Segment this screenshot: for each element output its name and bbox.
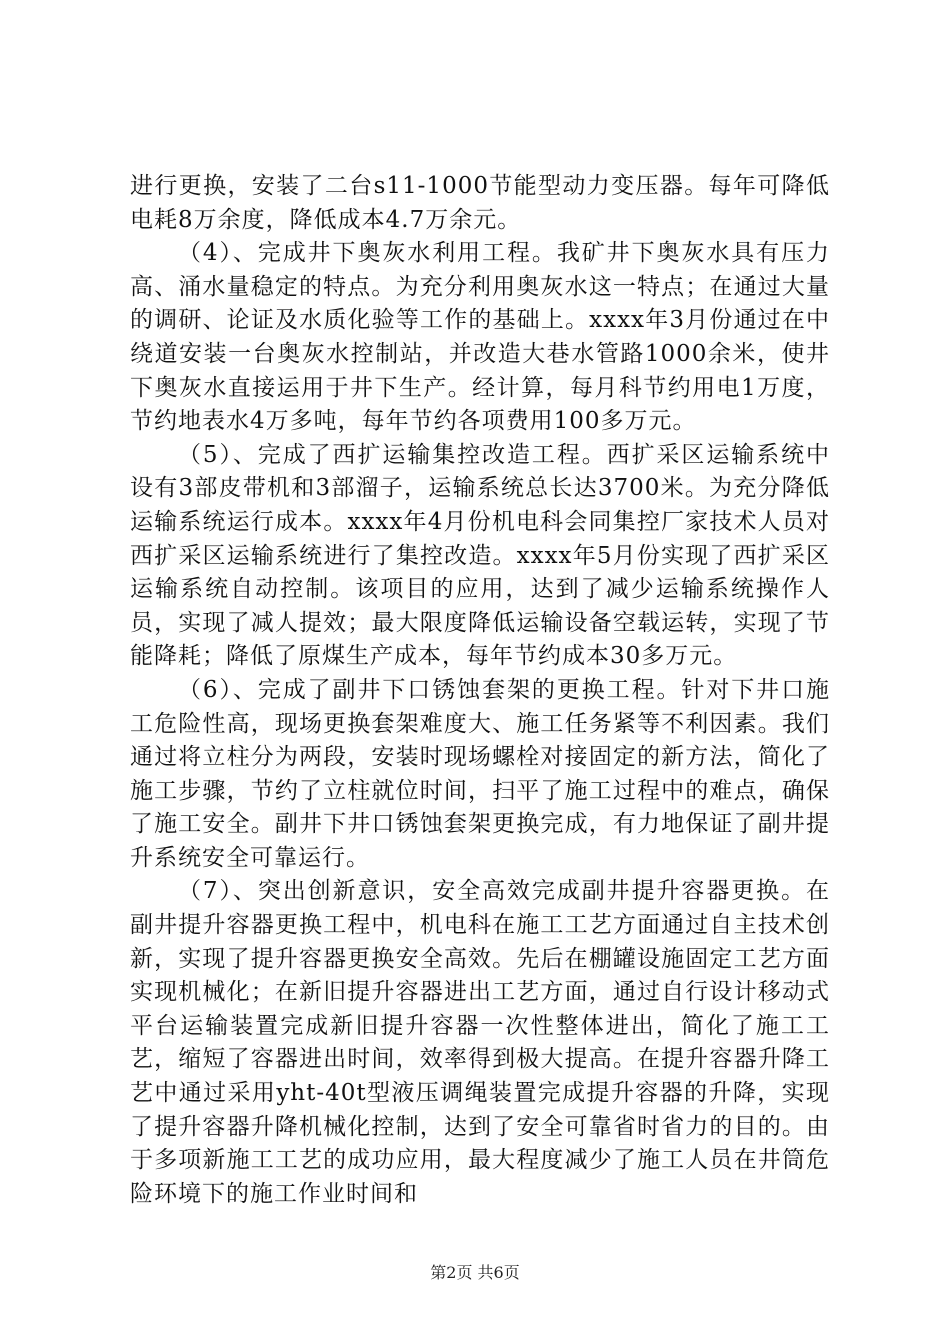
paragraph-item-4: （4）、完成井下奥灰水利用工程。我矿井下奥灰水具有压力高、涌水量稳定的特点。为充分利用奥灰水这一特点；在通过大量的调研、论证及水质化验等工作的基础上。xxxx年3月份通过在中绕道安装一台奥灰水控制站，并改造大巷水管路1000余米，使井下奥灰水直接运用于井下生产。经计算，每月科节约用电1万度，节约地表水4万多吨，每年节约各项费用100多万元。 bbox=[130, 240, 830, 435]
paragraph-item-5: （5）、完成了西扩运输集控改造工程。西扩采区运输系统中设有3部皮带机和3部溜子，运输系统总长达3700米。为充分降低运输系统运行成本。xxxx年4月份机电科会同集控厂家技术人员对西扩采区运输系统进行了集控改造。xxxx年5月份实现了西扩采区运输系统自动控制。该项目的应用，达到了减少运输系统操作人员，实现了减人提效；最大限度降低运输设备空载运转，实现了节能降耗；降低了原煤生产成本，每年节约成本30多万元。 bbox=[130, 441, 830, 670]
document-body bbox=[130, 170, 830, 1211]
paragraph-continuation: 进行更换，安装了二台s11-1000节能型动力变压器。每年可降低电耗8万余度，降低成本4.7万余元。 bbox=[130, 173, 830, 233]
paragraph-item-7: （7）、突出创新意识，安全高效完成副井提升容器更换。在副井提升容器更换工程中，机电科在施工工艺方面通过自主技术创新，实现了提升容器更换安全高效。先后在棚罐设施固定工艺方面实现机械化；在新旧提升容器进出工艺方面，通过自行设计移动式平台运输装置完成新旧提升容器一次性整体进出，简化了施工工艺，缩短了容器进出时间，效率得到极大提高。在提升容器升降工艺中通过采用yht-40t型液压调绳装置完成提升容器的升降，实现了提升容器升降机械化控制，达到了安全可靠省时省力的目的。由于多项新施工工艺的成功应用，最大程度减少了施工人员在井筒危险环境下的施工作业时间和 bbox=[130, 878, 830, 1207]
paragraph-item-6: （6）、完成了副井下口锈蚀套架的更换工程。针对下井口施工危险性高，现场更换套架难度大、施工任务紧等不利因素。我们通过将立柱分为两段，安装时现场螺栓对接固定的新方法，简化了施工步骤，节约了立柱就位时间，扫平了施工过程中的难点，确保了施工安全。副井下井口锈蚀套架更换完成，有力地保证了副井提升系统安全可靠运行。 bbox=[130, 676, 830, 871]
page-number: 第2页 共6页 bbox=[430, 1263, 520, 1282]
